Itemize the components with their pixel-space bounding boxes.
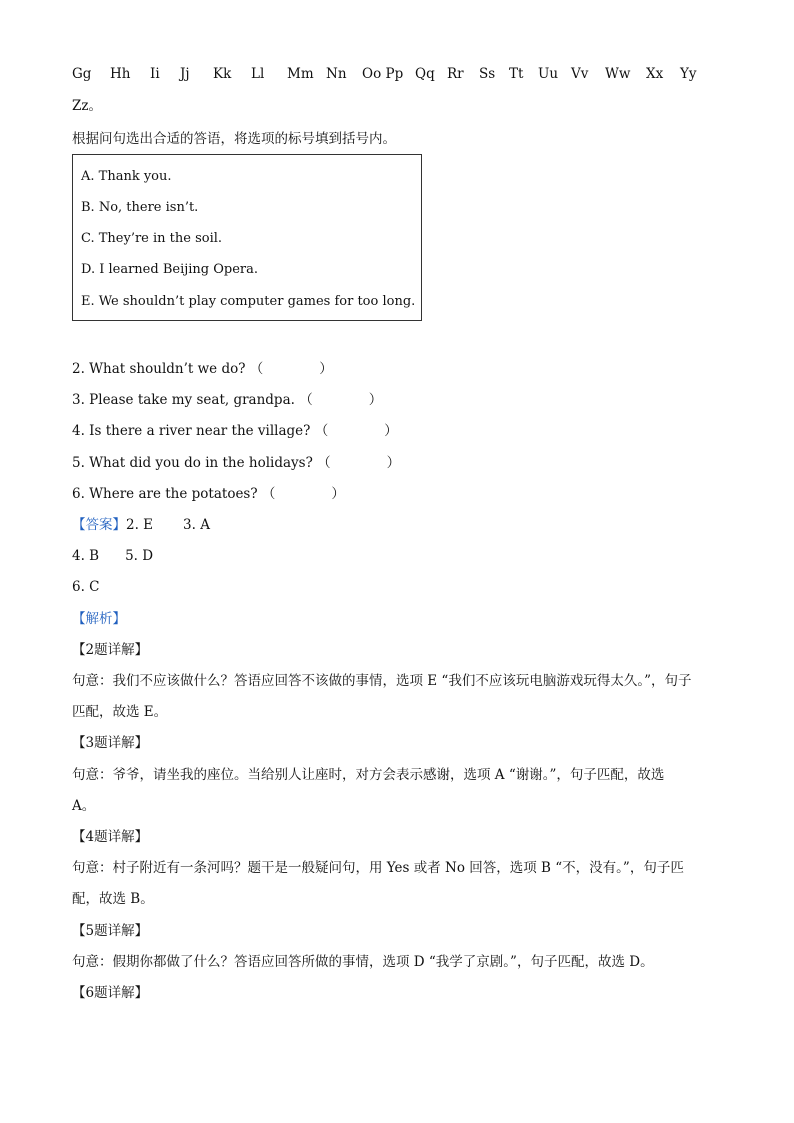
alphabet-letter: Rr	[447, 66, 464, 82]
detail-text: 配，故选 B。	[72, 891, 154, 907]
question-text: 2. What shouldn’t we do?	[72, 361, 246, 377]
alphabet-letter: Ss	[479, 66, 496, 82]
answer-paren-close: ）	[368, 392, 383, 408]
detail-text: 句意：村子附近有一条河吗？题干是一般疑问句，用 Yes 或者 No 回答，选项 B “不，没有。”，句子匹	[72, 860, 684, 876]
alphabet-letter: Kk	[213, 66, 232, 82]
answer-paren-open: （	[299, 392, 313, 408]
alphabet-letter: Hh	[110, 66, 131, 82]
alphabet-letter: Ww	[605, 66, 631, 82]
alphabet-letter: Gg	[72, 66, 92, 82]
answer-paren-open: （	[249, 361, 264, 377]
alphabet-letter: Qq	[415, 66, 435, 82]
option-b: B. No, there isn’t.	[81, 200, 199, 215]
question-3	[72, 391, 382, 409]
options-box	[72, 154, 422, 321]
alphabet-letter: Vv	[571, 66, 589, 82]
analysis-label: 【解析】	[72, 611, 126, 627]
alphabet-letter: Oo Pp	[362, 66, 404, 82]
detail-heading-6: 【6题详解】	[72, 985, 149, 1001]
answer-item: 3. A	[183, 517, 210, 533]
option-c: C. They’re in the soil.	[81, 231, 223, 246]
answer-paren-close: ）	[384, 423, 398, 439]
detail-heading-2: 【2题详解】	[72, 642, 149, 658]
detail-text: 匹配，故选 E。	[72, 704, 168, 720]
alphabet-letter: Yy	[680, 66, 697, 82]
answer-item: 4. B	[72, 548, 100, 564]
question-text: 6. Where are the potatoes?	[72, 486, 258, 502]
option-e: E. We shouldn’t play computer games for too long.	[81, 294, 416, 309]
answer-item: 6. C	[72, 579, 100, 595]
question-text: 3. Please take my seat, grandpa.	[72, 392, 295, 408]
answer-paren-open: （	[261, 486, 276, 502]
instruction: 根据问句选出合适的答语，将选项的标号填到括号内。	[72, 131, 396, 147]
question-2	[72, 360, 333, 378]
question-text: 5. What did you do in the holidays?	[72, 455, 313, 471]
option-a: A. Thank you.	[81, 169, 172, 184]
alphabet-end: Zz。	[72, 98, 102, 114]
detail-text: 句意：我们不应该做什么？答语应回答不该做的事情，选项 E “我们不应该玩电脑游戏玩得太久。”，句子	[72, 673, 692, 689]
alphabet-row	[72, 66, 732, 86]
detail-text: 句意：假期你都做了什么？答语应回答所做的事情，选项 D “我学了京剧。”，句子匹配，故选 D。	[72, 954, 654, 970]
detail-text: A。	[72, 798, 96, 814]
answer-line-3	[72, 578, 100, 596]
detail-text: 句意：爷爷，请坐我的座位。当给别人让座时，对方会表示感谢，选项 A “谢谢。”，句子匹配，故选	[72, 767, 665, 783]
alphabet-letter: Ll	[251, 66, 265, 82]
answer-label: 【答案】	[72, 517, 126, 533]
answer-paren-open: （	[317, 455, 331, 471]
answer-paren-open: （	[314, 423, 329, 439]
option-d: D. I learned Beijing Opera.	[81, 262, 259, 277]
answer-item: 2. E	[126, 517, 154, 533]
detail-heading-3: 【3题详解】	[72, 735, 149, 751]
answer-paren-close: ）	[319, 361, 333, 377]
alphabet-letter: Uu	[538, 66, 559, 82]
answer-line-1	[72, 516, 210, 534]
answer-line-2	[72, 547, 153, 565]
answer-paren-close: ）	[386, 455, 401, 471]
alphabet-letter: Tt	[509, 66, 524, 82]
alphabet-letter: Nn	[326, 66, 347, 82]
answer-paren-close: ）	[331, 486, 345, 502]
question-5	[72, 454, 400, 472]
alphabet-letter: Jj	[180, 66, 190, 82]
question-6	[72, 485, 345, 503]
alphabet-letter: Ii	[150, 66, 160, 82]
detail-heading-4: 【4题详解】	[72, 829, 149, 845]
answer-item: 5. D	[125, 548, 154, 564]
alphabet-letter: Mm	[287, 66, 314, 82]
alphabet-letter: Xx	[646, 66, 664, 82]
question-text: 4. Is there a river near the village?	[72, 423, 311, 439]
question-4	[72, 422, 398, 440]
detail-heading-5: 【5题详解】	[72, 923, 149, 939]
